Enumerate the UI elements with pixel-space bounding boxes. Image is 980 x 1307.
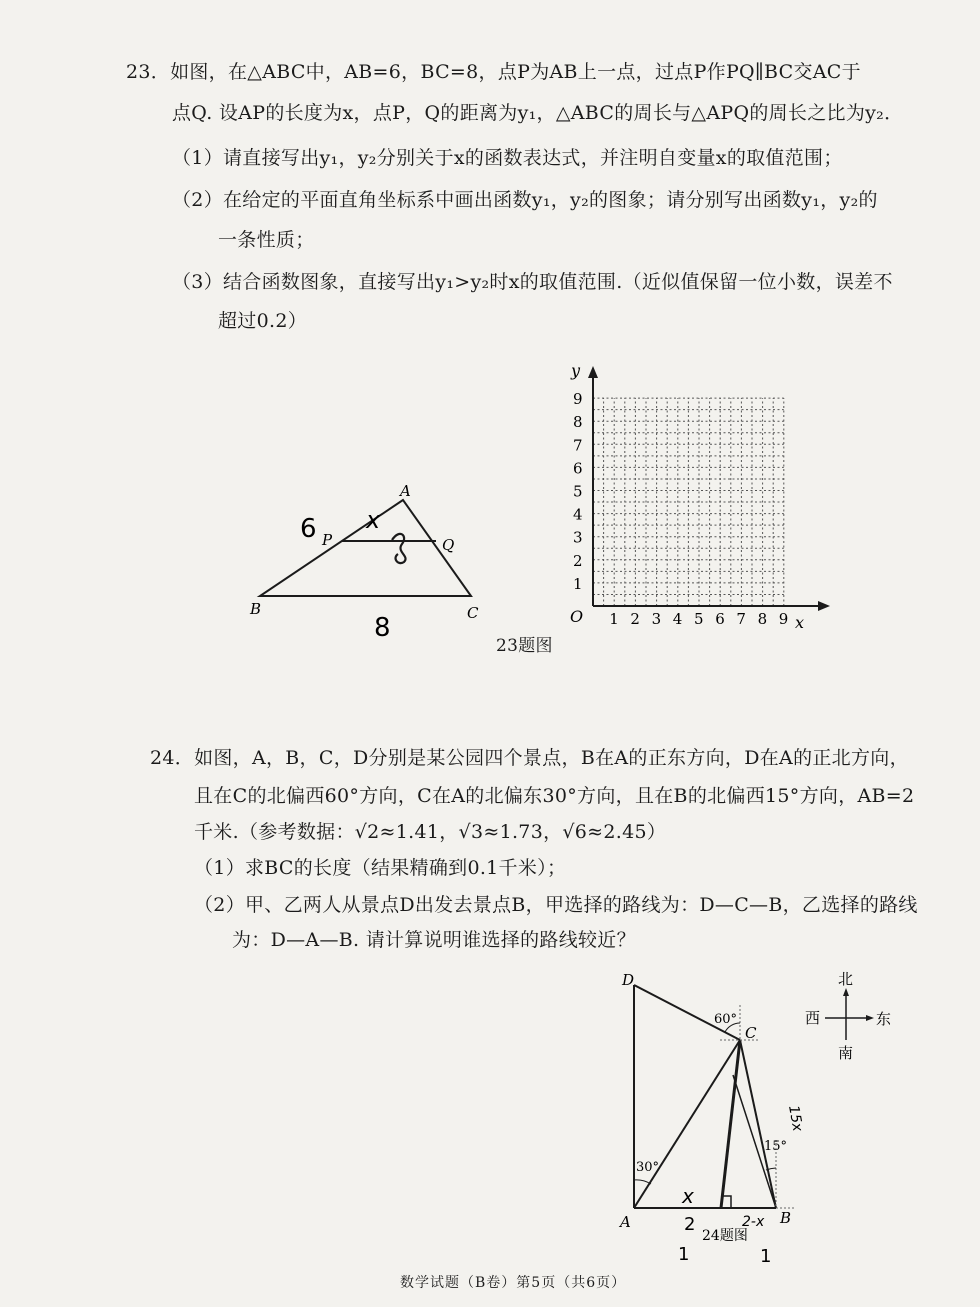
y-axis-label: y (571, 361, 581, 380)
label-a: A (400, 482, 411, 500)
handwritten-6: 6 (300, 514, 317, 544)
y-tick-label: 5 (573, 482, 583, 501)
x-tick-label: 2 (630, 610, 640, 628)
x-tick-label: 8 (757, 610, 768, 628)
figure-24 (618, 971, 806, 1267)
handwritten-8: 8 (374, 613, 391, 643)
compass (805, 970, 891, 1062)
y-tick-label: 4 (573, 505, 583, 524)
q24-part-2b: 为：D—A—B. 请计算说明谁选择的路线较近？ (232, 929, 636, 951)
label-b-24: B (780, 1209, 792, 1227)
segment-cb (740, 1040, 776, 1208)
y-tick-label: 6 (573, 459, 583, 478)
x-tick-label: 4 (672, 610, 683, 628)
compass-east: 东 (876, 1010, 892, 1028)
x-tick-label: 1 (609, 610, 619, 628)
handwritten-x-24: x (682, 1184, 694, 1208)
x-tick-label: 6 (715, 610, 725, 628)
y-tick-label: 2 (573, 551, 583, 570)
angle-15-label: 15° (764, 1139, 788, 1154)
page-footer: 数学试题（B卷）第5页（共6页） (400, 1275, 627, 1291)
y-tick-label: 9 (573, 390, 583, 409)
label-c-24: C (745, 1024, 757, 1042)
q23-line-2: 点Q. 设AP的长度为x，点P，Q的距离为y₁，△ABC的周长与△APQ的周长之比为y₂． (172, 102, 904, 124)
x-tick-label: 5 (694, 610, 704, 628)
handwritten-x: x (366, 506, 381, 534)
label-a-24: A (620, 1213, 631, 1231)
q23-part-2b: 一条性质； (218, 229, 315, 251)
q23-part-1: （1）请直接写出y₁，y₂分别关于x的函数表达式，并注明自变量x的取值范围； (172, 147, 843, 169)
angle-30-label: 30° (636, 1160, 660, 1175)
q24-part-1: （1）求BC的长度（结果精确到0.1千米）； (194, 857, 567, 879)
angle-60-label: 60° (714, 1012, 738, 1027)
y-tick-label: 8 (573, 413, 583, 432)
y-tick-label: 7 (573, 436, 583, 455)
compass-south: 南 (838, 1044, 854, 1062)
handwritten-15x: 15x (785, 1104, 806, 1133)
q23-part-2a: （2）在给定的平面直角坐标系中画出函数y₁，y₂的图象；请分别写出函数y₁，y₂的 (172, 189, 878, 211)
q23-part-3a: （3）结合函数图象，直接写出y₁>y₂时x的取值范围.（近似值保留一位小数，误差不 (172, 271, 893, 293)
x-tick-label: 9 (778, 610, 789, 628)
handwritten-1a: 1 (678, 1244, 690, 1265)
label-d: D (622, 971, 635, 989)
label-p: P (322, 531, 333, 549)
origin-label: O (570, 607, 584, 626)
compass-west: 西 (805, 1009, 821, 1027)
y-tick-label: 1 (573, 574, 583, 593)
label-c: C (467, 604, 479, 622)
q23-caption: 23题图 (496, 636, 553, 656)
handwritten-1b: 1 (760, 1246, 772, 1267)
label-q: Q (442, 536, 455, 554)
y-tick-label: 3 (573, 528, 583, 547)
x-tick-label: 7 (736, 610, 746, 628)
q24-line-3: 千米.（参考数据：√2≈1.41，√3≈1.73，√6≈2.45） (194, 821, 667, 843)
q24-line-2: 且在C的北偏西60°方向，C在A的北偏东30°方向，且在B的北偏西15°方向，AB=2 (194, 785, 915, 807)
compass-north-arrow (843, 988, 849, 996)
q24-part-2a: （2）甲、乙两人从景点D出发去景点B，甲选择的路线为：D—C—B，乙选择的路线 (194, 894, 918, 916)
x-axis-label: x (795, 613, 805, 632)
q23-line-1: 23．如图，在△ABC中，AB=6，BC=8，点P为AB上一点，过点P作PQ∥BC交AC于 (126, 61, 861, 83)
q23-part-3b: 超过0.2） (218, 310, 308, 332)
handwritten-2: 2 (684, 1214, 696, 1235)
q24-line-1: 24．如图，A，B，C，D分别是某公园四个景点，B在A的正东方向，D在A的正北方向， (150, 747, 909, 769)
compass-east-arrow (866, 1015, 874, 1021)
q24-caption: 24题图 (702, 1228, 748, 1244)
label-b: B (250, 600, 262, 618)
x-tick-label: 3 (651, 610, 662, 628)
handwritten-2-minus-x: 2-x (742, 1214, 765, 1230)
compass-north: 北 (838, 970, 854, 988)
